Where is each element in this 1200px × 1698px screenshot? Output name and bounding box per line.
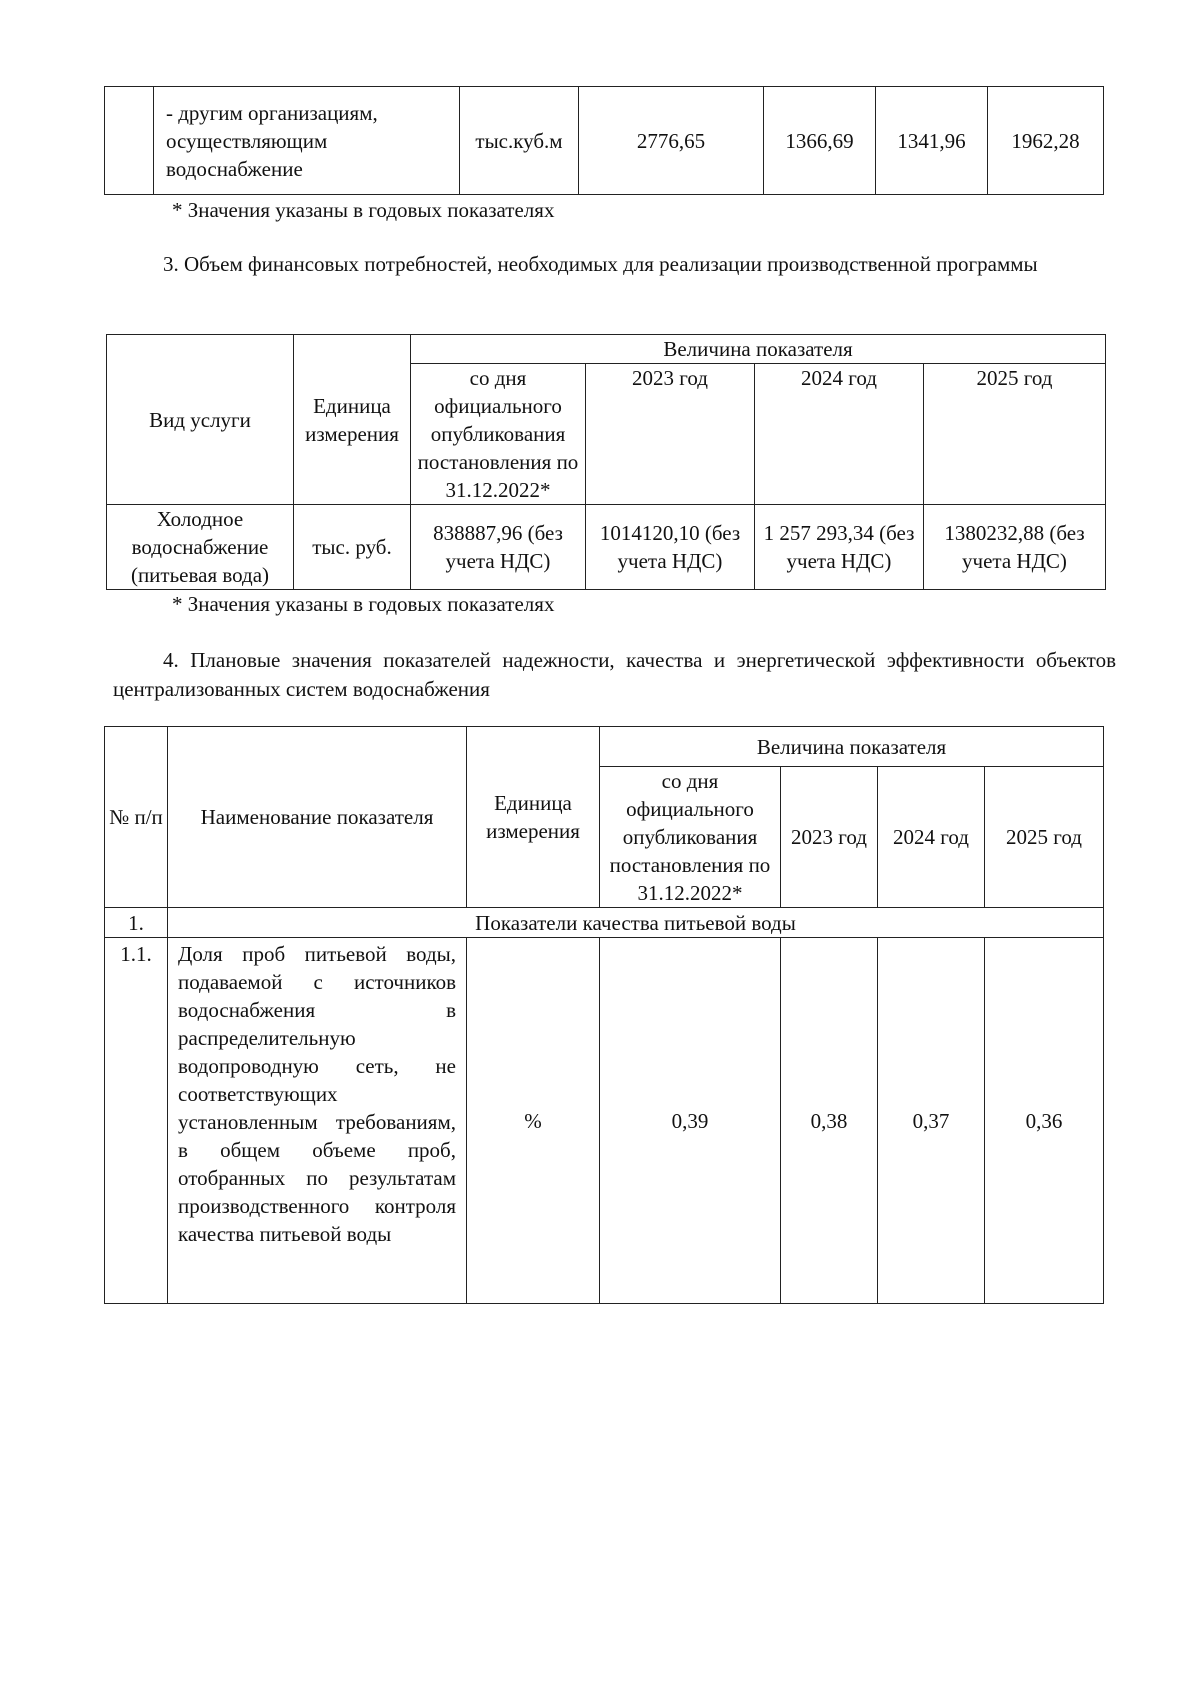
row-name-cell: - другим организациям, осуществляющим водоснабжение (154, 87, 460, 195)
header-2024: 2024 год (755, 364, 924, 505)
row-unit: % (467, 938, 600, 1304)
row-service: Холодное водоснабжение (питьевая вода) (107, 505, 294, 590)
row-value-2024: 0,37 (878, 938, 985, 1304)
footnote-annual-values: * Значения указаны в годовых показателях (172, 592, 555, 616)
table-row (105, 938, 1104, 1304)
row-value-2023: 1014120,10 (без учета НДС) (586, 505, 755, 590)
table-quality-indicators (104, 726, 1104, 1304)
row-num: 1.1. (105, 938, 168, 1304)
header-num: № п/п (105, 727, 168, 908)
header-name: Наименование показателя (168, 727, 467, 908)
row-value-2024: 1341,96 (876, 87, 988, 195)
table-section-row (105, 908, 1104, 938)
row-value-2023: 1366,69 (764, 87, 876, 195)
row-value-2023: 0,38 (781, 938, 878, 1304)
row-value-2025: 1962,28 (988, 87, 1104, 195)
table-row (105, 87, 1104, 195)
table-water-supply-continuation (104, 86, 1104, 195)
header-2024: 2024 год (878, 767, 985, 908)
row-value-period1: 0,39 (600, 938, 781, 1304)
header-value-group: Величина показателя (411, 335, 1106, 364)
row-value-2025: 1380232,88 (без учета НДС) (924, 505, 1106, 590)
header-2025: 2025 год (924, 364, 1106, 505)
section-num: 1. (105, 908, 168, 938)
header-period1: со дня официального опубликования постановления по 31.12.2022* (600, 767, 781, 908)
section-title: Показатели качества питьевой воды (168, 908, 1104, 938)
row-unit-cell: тыс.куб.м (460, 87, 579, 195)
header-2025: 2025 год (985, 767, 1104, 908)
header-unit: Единица измерения (294, 335, 411, 505)
table-header-row (107, 335, 1106, 364)
header-service: Вид услуги (107, 335, 294, 505)
section-3-heading: 3. Объем финансовых потребностей, необходимых для реализации производственной программы (163, 252, 1038, 276)
header-value-group: Величина показателя (600, 727, 1104, 767)
table-financial-needs (106, 334, 1106, 590)
table-row (107, 505, 1106, 590)
footnote-annual-values: * Значения указаны в годовых показателях (172, 198, 555, 222)
row-unit: тыс. руб. (294, 505, 411, 590)
row-value-period1: 838887,96 (без учета НДС) (411, 505, 586, 590)
row-name: Доля проб питьевой воды, подаваемой с источников водоснабжения в распределительную водопроводную сеть, не соответствующих установленным требованиям, в общем объеме проб, отобранных по результатам производственного контроля качества питьевой воды (168, 938, 467, 1304)
header-unit: Единица измерения (467, 727, 600, 908)
header-2023: 2023 год (586, 364, 755, 505)
header-period1: со дня официального опубликования постановления по 31.12.2022* (411, 364, 586, 505)
row-value-period1: 2776,65 (579, 87, 764, 195)
header-2023: 2023 год (781, 767, 878, 908)
table-header-row (105, 727, 1104, 767)
row-number-cell (105, 87, 154, 195)
section-4-heading: 4. Плановые значения показателей надежности, качества и энергетической эффективности объектов централизованных систем водоснабжения (113, 648, 1116, 701)
row-value-2024: 1 257 293,34 (без учета НДС) (755, 505, 924, 590)
row-value-2025: 0,36 (985, 938, 1104, 1304)
